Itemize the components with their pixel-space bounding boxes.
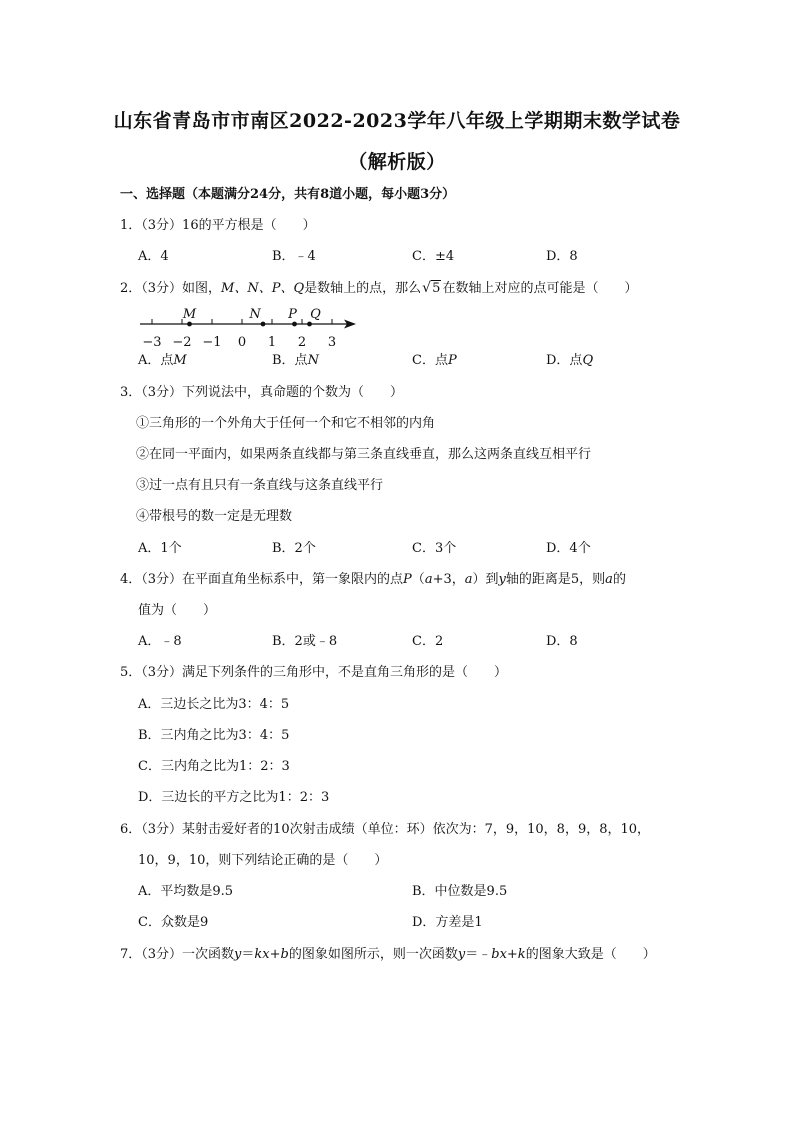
q4-option-d: D．8: [546, 634, 578, 649]
q3-option-b: B．2个: [272, 541, 316, 556]
q4-option-c: C．2: [412, 634, 444, 649]
q4-option-a: A．﹣8: [138, 634, 182, 649]
sqrt-symbol: [422, 280, 441, 298]
q3-option-c: C．3个: [412, 541, 457, 556]
q2-option-d-label: D．点: [546, 353, 583, 368]
q2-option-b: [272, 352, 319, 370]
q2-stem-suffix: 在数轴上对应的点可能是（ ）: [442, 281, 638, 296]
number-line-point-label: P: [288, 307, 297, 322]
q4-text-k: 的: [612, 572, 626, 587]
question-1-stem: 1．（3分）16的平方根是（ ）: [120, 218, 316, 233]
q2-option-b-var: N: [307, 353, 319, 368]
q1-option-a: A．4: [138, 249, 169, 264]
question-6-stem: 6．（3分）某射击爱好者的10次射击成绩（单位：环）依次为：7，9，10，8，9，8，10，: [120, 822, 651, 837]
number-line-point: [307, 322, 312, 327]
q4-text-a: 4．（3分）在平面直角坐标系中，第一象限内的点: [120, 572, 404, 587]
q2-radicand: 5: [432, 281, 441, 296]
question-4-stem: [120, 571, 626, 589]
q4-var-a2: a: [464, 572, 473, 587]
q7-text-c: ＝: [241, 947, 255, 962]
number-line-point: [261, 322, 266, 327]
q2-option-a-var: M: [173, 353, 187, 368]
q3-statement-2: ②在同一平面内，如果两条直线都与第三条直线垂直，那么这两条直线互相平行: [136, 447, 592, 462]
q2-option-c-label: C．点: [412, 353, 448, 368]
number-line-point-label: M: [182, 307, 197, 322]
q2-option-a-label: A．点: [138, 353, 174, 368]
q4-var-a1: a: [424, 572, 433, 587]
number-line-tick-label: −1: [202, 335, 222, 350]
q1-option-b: B．﹣4: [272, 249, 316, 264]
q2-option-d-var: Q: [582, 353, 594, 368]
q2-option-c-var: P: [447, 353, 457, 368]
question-4-stem-line2: 值为（ ）: [138, 603, 217, 618]
q1-option-d: D．8: [546, 249, 578, 264]
q6-option-a: A．平均数是9.5: [138, 884, 234, 899]
q4-text-g: ）到: [472, 572, 499, 587]
question-2-stem: [120, 280, 637, 298]
q3-statement-1: ①三角形的一个外角大于任何一个和它不相邻的内角: [136, 416, 436, 431]
q4-option-b: B．2或﹣8: [272, 634, 338, 649]
q3-option-a: A．1个: [138, 541, 182, 556]
q6-option-d: D．方差是1: [412, 915, 483, 930]
number-line-point: [187, 322, 192, 327]
q2-option-c: [412, 352, 457, 370]
q4-var-p: P: [403, 572, 412, 587]
q2-option-a: [138, 352, 187, 370]
q7-text-a: 7．（3分）一次函数: [120, 947, 235, 962]
q7-var-y1: y: [234, 947, 242, 962]
q2-stem-prefix: 2．（3分）如图，: [120, 281, 222, 296]
number-line-point-label: N: [249, 307, 261, 322]
q5-option-c: C．三内角之比为1：2：3: [138, 759, 290, 774]
q4-var-y: y: [498, 572, 506, 587]
q7-text-e: 的图象如图所示，则一次函数: [288, 947, 458, 962]
q4-var-a3: a: [605, 572, 613, 587]
number-line-tick-label: 1: [267, 335, 277, 350]
q3-statement-3: ③过一点有且只有一条直线与这条直线平行: [136, 478, 384, 493]
q5-option-d: D．三边长的平方之比为1：2：3: [138, 790, 330, 805]
number-line-tick-label: 3: [327, 335, 337, 350]
question-5-stem: 5．（3分）满足下列条件的三角形中，不是直角三角形的是（ ）: [120, 665, 508, 680]
number-line-point: [292, 322, 297, 327]
q2-option-d: [546, 352, 593, 370]
q2-stem-vars: M、N、P、Q: [221, 281, 305, 296]
q4-text-e: +3，: [432, 572, 465, 587]
question-6-stem-line2: 10，9，10，则下列结论正确的是（ ）: [138, 853, 388, 868]
q5-option-b: B．三内角之比为3：4：5: [138, 728, 290, 743]
q7-expr-1: kx+b: [254, 947, 289, 962]
q4-text-i: 轴的距离是5，则: [505, 572, 606, 587]
q7-expr-2: bx+k: [491, 947, 526, 962]
number-line-point-label: Q: [310, 307, 321, 322]
number-line-tick-label: −2: [172, 335, 192, 350]
q7-text-g: ＝﹣: [465, 947, 492, 962]
question-3-stem: 3．（3分）下列说法中，真命题的个数为（ ）: [120, 385, 404, 400]
number-line-tick-label: 0: [237, 335, 247, 350]
q7-text-i: 的图象大致是（ ）: [525, 947, 656, 962]
q5-option-a: A．三边长之比为3：4：5: [138, 697, 290, 712]
q7-var-y2: y: [457, 947, 466, 962]
number-line-tick-label: −3: [142, 335, 162, 350]
q1-option-c: C．±4: [412, 249, 455, 264]
q3-option-d: D．4个: [546, 541, 591, 556]
question-7-stem: [120, 946, 656, 964]
q3-statement-4: ④带根号的数一定是无理数: [136, 509, 293, 524]
number-line-tick-label: 2: [297, 335, 307, 350]
q6-option-c: C．众数是9: [138, 915, 209, 930]
q2-option-b-label: B．点: [272, 353, 308, 368]
number-line-figure: [130, 302, 390, 354]
exam-title: 山东省青岛市市南区2022-2023学年八年级上学期期末数学试卷: [113, 110, 681, 132]
q2-stem-mid: 是数轴上的点，那么: [304, 281, 422, 296]
exam-subtitle: （解析版）: [348, 151, 446, 173]
q4-text-c: （: [411, 572, 425, 587]
q6-option-b: B．中位数是9.5: [412, 884, 508, 899]
section-heading: 一、选择题（本题满分24分，共有8道小题，每小题3分）: [120, 187, 456, 202]
